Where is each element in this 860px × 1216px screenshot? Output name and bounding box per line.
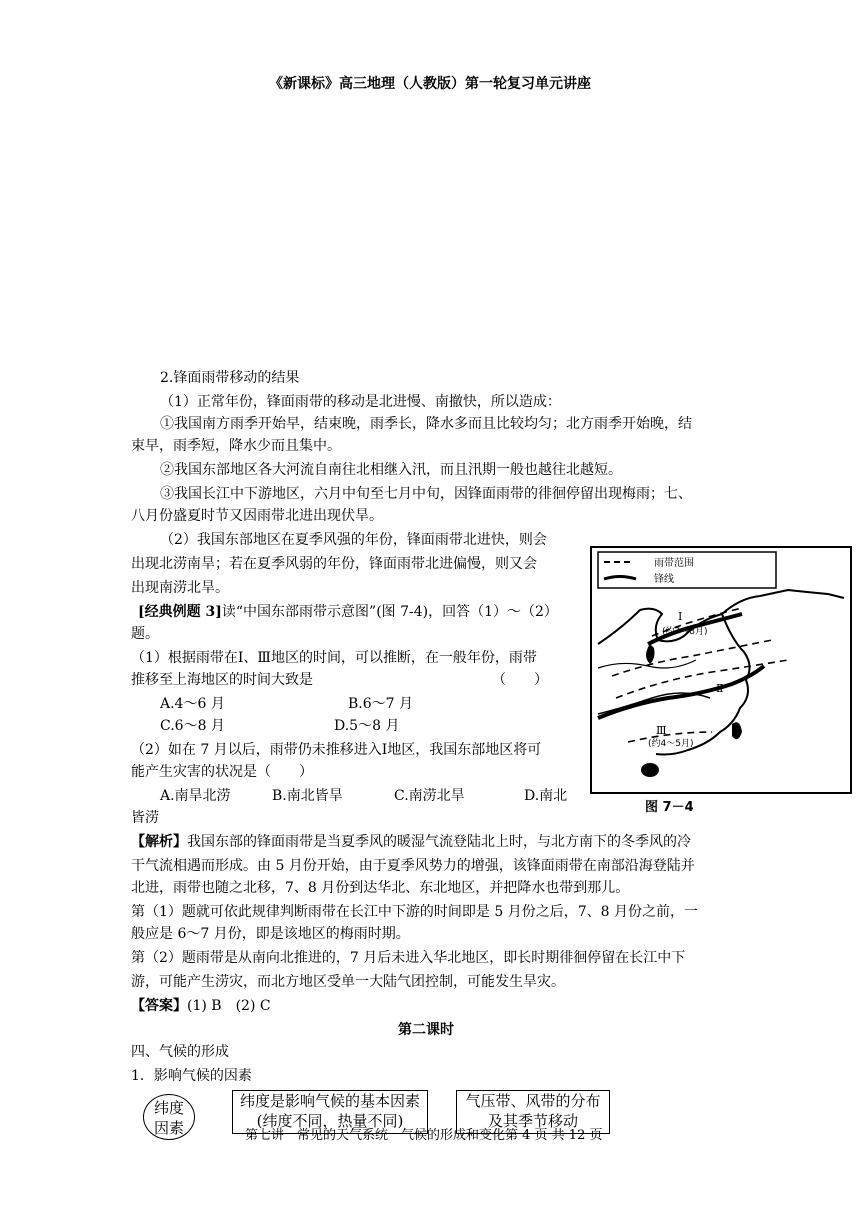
- analysis-text: 北进，雨带也随之北移，7、8 月份到达华北、东北地区，并把降水也带到那儿。: [131, 880, 630, 896]
- paragraph-line: （2）我国东部地区在夏季风强的年份，锋面雨带北进快，则会: [160, 532, 547, 548]
- option-a: A.4～6 月: [160, 696, 225, 712]
- heading-4-1: 1．影响气候的因素: [131, 1068, 252, 1084]
- question-1-cont: 推移至上海地区的时间大致是: [131, 672, 313, 688]
- paragraph-line: （1）正常年份，锋面雨带的移动是北进慢、南撤快，所以造成：: [160, 394, 561, 410]
- analysis-text: 第（2）题雨带是从南向北推进的，7 月后未进入华北地区，即长时期徘徊停留在长江中下: [131, 950, 686, 966]
- page-footer: 第七讲 常见的天气系统 气候的形成和变化第 4 页 共 12 页: [245, 1128, 603, 1143]
- answer-text: (1) B (2) C: [187, 998, 271, 1014]
- paragraph-line: 出现南涝北旱。: [131, 580, 229, 596]
- answer-label: 【答案】: [131, 998, 187, 1014]
- option-d-cont: 皆涝: [131, 810, 159, 826]
- box-line: 及其季节移动: [487, 1112, 578, 1130]
- region-1-label: Ⅰ: [678, 610, 683, 623]
- analysis-text: 第（1）题就可依此规律判断雨带在长江中下游的时间即是 5 月份之后，7、8 月份之前，一: [131, 904, 698, 920]
- option-d: D.5～8 月: [334, 718, 400, 734]
- legend-rain-label: 雨带范围: [654, 558, 694, 569]
- box-line: 纬度是影响气候的基本因素: [239, 1092, 420, 1110]
- paragraph-line: 出现北涝南旱；若在夏季风弱的年份，锋面雨带北进偏慢，则又会: [131, 556, 537, 572]
- analysis-text: 我国东部的锋面雨带是当夏季风的暖湿气流登陆北上时，与北方南下的冬季风的冷: [187, 834, 691, 850]
- analysis-text: 干气流相遇而形成。由 5 月份开始，由于夏季风势力的增强，该锋面雨带在南部沿海登陆并: [131, 858, 695, 874]
- circle-line: 因素: [153, 1119, 184, 1137]
- legend-front-label: 锋线: [654, 574, 674, 585]
- example-label: [经典例题 3]: [138, 604, 222, 620]
- analysis-text: 游，可能产生涝灾，而北方地区受单一大陆气团控制，可能发生旱灾。: [131, 974, 565, 990]
- example-text: 读“中国东部雨带示意图”(图 7-4)，回答（1）～（2）: [221, 604, 558, 620]
- section-heading: 2.锋面雨带移动的结果: [160, 370, 300, 386]
- question-1: （1）根据雨带在Ⅰ、Ⅲ地区的时间，可以推断，在一般年份，雨带: [131, 650, 537, 666]
- region-3-label: Ⅲ: [656, 724, 667, 737]
- paragraph-line: 八月份盛夏时节又因雨带北进出现伏旱。: [131, 508, 383, 524]
- map-drawing: [592, 548, 850, 792]
- analysis-text: 般应是 6～7 月份，即是该地区的梅雨时期。: [131, 926, 410, 942]
- paragraph-line: ①我国南方雨季开始早，结束晚，雨季长，降水多而且比较均匀；北方雨季开始晚，结: [160, 416, 692, 432]
- region-2-label: Ⅱ: [716, 682, 724, 695]
- box-line: (纬度不同，热量不同): [256, 1112, 404, 1130]
- example-text-cont: 题。: [131, 626, 159, 642]
- paragraph-line: 束早，雨季短，降水少而且集中。: [131, 438, 341, 454]
- latitude-factor-node: [143, 1094, 195, 1140]
- question-2-cont: 能产生灾害的状况是（ ）: [131, 764, 313, 780]
- analysis-label: 【解析】: [131, 834, 187, 850]
- box-line: 气压带、风带的分布: [465, 1092, 601, 1110]
- answer-blank: （ ）: [492, 672, 548, 688]
- option-b: B.南北皆旱: [272, 788, 343, 804]
- option-a: A.南旱北涝: [160, 788, 231, 804]
- section-title: 第二课时: [398, 1022, 454, 1038]
- figure-caption: 图 7－4: [645, 800, 694, 815]
- circle-line: 纬度: [153, 1099, 184, 1117]
- region-3-time: (约4～5月): [648, 739, 694, 749]
- heading-4: 四、气候的形成: [131, 1044, 229, 1060]
- question-2: （2）如在 7 月以后，雨带仍未推移进入Ⅰ地区，我国东部地区将可: [131, 742, 542, 758]
- paragraph-line: ②我国东部地区各大河流自南往北相继入汛，而且汛期一般也越往北越短。: [160, 462, 622, 478]
- paragraph-line: ③我国长江中下游地区，六月中旬至七月中旬，因锋面雨带的徘徊停留出现梅雨；七、: [160, 486, 692, 502]
- option-c: C.南涝北旱: [394, 788, 465, 804]
- page-header-title: 《新课标》高三地理（人教版）第一轮复习单元讲座: [269, 76, 591, 92]
- option-d: D.南北: [524, 788, 568, 804]
- option-c: C.6～8 月: [160, 718, 225, 734]
- option-b: B.6～7 月: [348, 696, 414, 712]
- rain-belt-map: [590, 546, 852, 794]
- region-1-time: (约7～8月): [662, 627, 708, 637]
